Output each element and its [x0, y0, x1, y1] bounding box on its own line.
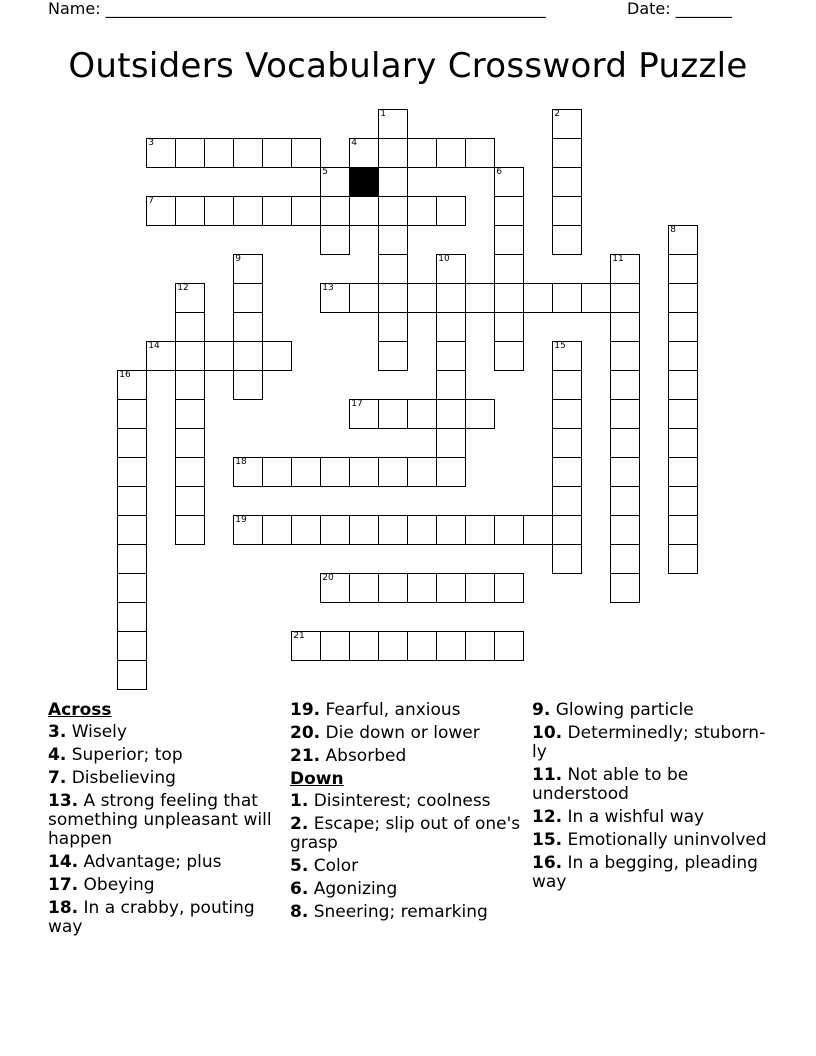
clue-number: 14	[148, 341, 160, 352]
grid-cell[interactable]	[262, 515, 292, 545]
grid-cell[interactable]	[378, 283, 408, 313]
clue-number: 2	[554, 109, 560, 120]
grid-cell[interactable]	[320, 515, 350, 545]
grid-cell[interactable]	[175, 341, 205, 371]
grid-cell[interactable]	[668, 225, 698, 255]
clue-number: 16	[119, 370, 131, 381]
grid-cell[interactable]	[407, 196, 437, 226]
grid-cell[interactable]	[494, 631, 524, 661]
clue-across-4: 4. Superior; top	[48, 745, 183, 765]
grid-cell[interactable]	[668, 515, 698, 545]
clue-number: 6	[496, 167, 502, 178]
grid-cell[interactable]	[668, 254, 698, 284]
clue-column-3	[532, 701, 767, 896]
grid-cell[interactable]	[552, 515, 582, 545]
grid-cell[interactable]	[117, 544, 147, 574]
grid-cell[interactable]	[494, 283, 524, 313]
clue-across-19: 19. Fearful, anxious	[290, 700, 461, 720]
clue-number: 17	[351, 399, 363, 410]
grid-cell[interactable]	[407, 515, 437, 545]
clue-across-14: 14. Advantage; plus	[48, 852, 222, 872]
clue-number: 11	[612, 254, 624, 265]
grid-cell[interactable]	[668, 283, 698, 313]
grid-cell[interactable]	[320, 167, 350, 197]
grid-cell[interactable]	[436, 631, 466, 661]
grid-cell[interactable]	[436, 196, 466, 226]
clue-down-11: 11. Not able to be understood	[532, 765, 689, 804]
clue-across-17: 17. Obeying	[48, 875, 155, 895]
grid-cell[interactable]	[610, 515, 640, 545]
grid-cell[interactable]	[407, 573, 437, 603]
clue-down-6: 6. Agonizing	[290, 879, 398, 899]
clue-across-7: 7. Disbelieving	[48, 768, 176, 788]
grid-cell[interactable]	[494, 167, 524, 197]
grid-cell[interactable]	[668, 486, 698, 516]
grid-cell[interactable]	[668, 312, 698, 342]
grid-cell[interactable]	[349, 399, 379, 429]
clue-across-3: 3. Wisely	[48, 722, 127, 742]
grid-cell[interactable]	[581, 283, 611, 313]
grid-cell[interactable]	[291, 515, 321, 545]
clue-down-9: 9. Glowing particle	[532, 700, 694, 720]
grid-cell[interactable]	[552, 196, 582, 226]
grid-cell[interactable]	[378, 312, 408, 342]
grid-cell[interactable]	[407, 631, 437, 661]
grid-cell[interactable]	[494, 225, 524, 255]
grid-cell[interactable]	[378, 109, 408, 139]
grid-cell[interactable]	[204, 196, 234, 226]
clue-across-13: 13. A strong feeling that something unpleasant will happen	[48, 791, 272, 849]
grid-cell[interactable]	[436, 573, 466, 603]
clue-number: 21	[293, 631, 305, 642]
grid-cell[interactable]	[320, 573, 350, 603]
grid-cell[interactable]	[378, 457, 408, 487]
grid-cell[interactable]	[233, 196, 263, 226]
grid-cell[interactable]	[349, 515, 379, 545]
grid-cell[interactable]	[262, 457, 292, 487]
grid-cell[interactable]	[494, 196, 524, 226]
grid-cell[interactable]	[175, 283, 205, 313]
grid-cell[interactable]	[378, 341, 408, 371]
clue-column-1	[48, 701, 278, 941]
grid-cell[interactable]	[349, 138, 379, 168]
grid-cell[interactable]	[291, 631, 321, 661]
grid-cell[interactable]	[436, 370, 466, 400]
grid-cell[interactable]	[117, 602, 147, 632]
clue-number: 18	[235, 457, 247, 468]
grid-cell[interactable]	[552, 486, 582, 516]
grid-cell[interactable]	[523, 283, 553, 313]
grid-cell[interactable]	[349, 196, 379, 226]
grid-cell[interactable]	[262, 138, 292, 168]
grid-cell[interactable]	[552, 370, 582, 400]
grid-cell[interactable]	[175, 138, 205, 168]
grid-cell[interactable]	[436, 254, 466, 284]
grid-cell[interactable]	[262, 341, 292, 371]
grid-cell[interactable]	[407, 399, 437, 429]
grid-cell[interactable]	[117, 457, 147, 487]
grid-cell[interactable]	[668, 341, 698, 371]
grid-cell[interactable]	[233, 312, 263, 342]
grid-cell[interactable]	[494, 515, 524, 545]
grid-cell[interactable]	[436, 399, 466, 429]
grid-cell[interactable]	[465, 399, 495, 429]
grid-cell[interactable]	[494, 573, 524, 603]
grid-cell[interactable]	[378, 399, 408, 429]
grid-cell[interactable]	[552, 225, 582, 255]
grid-cell[interactable]	[610, 428, 640, 458]
grid-cell[interactable]	[117, 515, 147, 545]
grid-cell[interactable]	[291, 196, 321, 226]
black-square	[349, 167, 379, 197]
grid-cell[interactable]	[436, 457, 466, 487]
grid-cell[interactable]	[320, 457, 350, 487]
grid-cell[interactable]	[668, 457, 698, 487]
clue-down-1: 1. Disinterest; coolness	[290, 791, 491, 811]
grid-cell[interactable]	[349, 631, 379, 661]
grid-cell[interactable]	[436, 428, 466, 458]
clue-down-5: 5. Color	[290, 856, 359, 876]
grid-cell[interactable]	[407, 283, 437, 313]
grid-cell[interactable]	[552, 341, 582, 371]
grid-cell[interactable]	[175, 515, 205, 545]
date-field[interactable]: Date: _______	[627, 0, 732, 18]
clue-column-2	[290, 701, 525, 926]
grid-cell[interactable]	[320, 631, 350, 661]
grid-cell[interactable]	[668, 428, 698, 458]
clue-number: 1	[380, 109, 386, 120]
clue-number: 19	[235, 515, 247, 526]
clue-down-16: 16. In a begging, pleading way	[532, 853, 758, 892]
grid-cell[interactable]	[175, 196, 205, 226]
grid-cell[interactable]	[117, 486, 147, 516]
grid-cell[interactable]	[117, 660, 147, 690]
grid-cell[interactable]	[320, 225, 350, 255]
grid-cell[interactable]	[610, 573, 640, 603]
grid-cell[interactable]	[552, 138, 582, 168]
grid-cell[interactable]	[117, 428, 147, 458]
grid-cell[interactable]	[233, 283, 263, 313]
grid-cell[interactable]	[552, 428, 582, 458]
grid-cell[interactable]	[117, 631, 147, 661]
clue-number: 8	[670, 225, 676, 236]
grid-cell[interactable]	[378, 138, 408, 168]
grid-cell[interactable]	[436, 138, 466, 168]
grid-cell[interactable]	[349, 573, 379, 603]
grid-cell[interactable]	[175, 370, 205, 400]
grid-cell[interactable]	[552, 167, 582, 197]
grid-cell[interactable]	[262, 196, 292, 226]
grid-cell[interactable]	[436, 515, 466, 545]
clue-number: 13	[322, 283, 334, 294]
grid-cell[interactable]	[610, 457, 640, 487]
clue-across-20: 20. Die down or lower	[290, 723, 480, 743]
grid-cell[interactable]	[117, 399, 147, 429]
grid-cell[interactable]	[465, 138, 495, 168]
grid-cell[interactable]	[204, 138, 234, 168]
clue-across-18: 18. In a crabby, pouting way	[48, 898, 255, 937]
clue-number: 20	[322, 573, 334, 584]
grid-cell[interactable]	[378, 515, 408, 545]
grid-cell[interactable]	[175, 399, 205, 429]
grid-cell[interactable]	[610, 283, 640, 313]
grid-cell[interactable]	[320, 196, 350, 226]
grid-cell[interactable]	[175, 428, 205, 458]
grid-cell[interactable]	[175, 457, 205, 487]
grid-cell[interactable]	[291, 457, 321, 487]
grid-cell[interactable]	[146, 341, 176, 371]
grid-cell[interactable]	[378, 631, 408, 661]
grid-cell[interactable]	[610, 544, 640, 574]
clue-number: 7	[148, 196, 154, 207]
grid-cell[interactable]	[378, 254, 408, 284]
grid-cell[interactable]	[552, 283, 582, 313]
grid-cell[interactable]	[436, 283, 466, 313]
grid-cell[interactable]	[552, 109, 582, 139]
grid-cell[interactable]	[610, 486, 640, 516]
grid-cell[interactable]	[465, 631, 495, 661]
grid-cell[interactable]	[233, 341, 263, 371]
grid-cell[interactable]	[465, 573, 495, 603]
clue-across-21: 21. Absorbed	[290, 746, 407, 766]
grid-cell[interactable]	[552, 544, 582, 574]
grid-cell[interactable]	[204, 341, 234, 371]
grid-cell[interactable]	[436, 312, 466, 342]
grid-cell[interactable]	[175, 486, 205, 516]
across-heading: Across	[48, 700, 112, 720]
clue-down-8: 8. Sneering; remarking	[290, 902, 488, 922]
grid-cell[interactable]	[233, 515, 263, 545]
grid-cell[interactable]	[610, 312, 640, 342]
clue-number: 9	[235, 254, 241, 265]
grid-cell[interactable]	[465, 515, 495, 545]
clue-down-15: 15. Emotionally uninvolved	[532, 830, 767, 850]
grid-cell[interactable]	[117, 370, 147, 400]
grid-cell[interactable]	[233, 254, 263, 284]
grid-cell[interactable]	[233, 370, 263, 400]
grid-cell[interactable]	[407, 138, 437, 168]
grid-cell[interactable]	[146, 196, 176, 226]
grid-cell[interactable]	[378, 573, 408, 603]
grid-cell[interactable]	[668, 370, 698, 400]
grid-cell[interactable]	[494, 254, 524, 284]
grid-cell[interactable]	[465, 283, 495, 313]
grid-cell[interactable]	[552, 457, 582, 487]
grid-cell[interactable]	[494, 312, 524, 342]
grid-cell[interactable]	[146, 138, 176, 168]
grid-cell[interactable]	[349, 283, 379, 313]
grid-cell[interactable]	[610, 370, 640, 400]
name-field[interactable]: Name: _______________________________________________________	[48, 0, 546, 18]
clue-number: 12	[177, 283, 189, 294]
grid-cell[interactable]	[436, 341, 466, 371]
grid-cell[interactable]	[610, 399, 640, 429]
grid-cell[interactable]	[378, 225, 408, 255]
clue-down-12: 12. In a wishful way	[532, 807, 705, 827]
clue-number: 10	[438, 254, 450, 265]
clue-number: 15	[554, 341, 566, 352]
grid-cell[interactable]	[117, 573, 147, 603]
grid-cell[interactable]	[610, 254, 640, 284]
grid-cell[interactable]	[233, 457, 263, 487]
grid-cell[interactable]	[291, 138, 321, 168]
grid-cell[interactable]	[523, 515, 553, 545]
grid-cell[interactable]	[378, 167, 408, 197]
down-heading: Down	[290, 769, 344, 789]
grid-cell[interactable]	[552, 399, 582, 429]
grid-cell[interactable]	[668, 544, 698, 574]
clue-number: 5	[322, 167, 328, 178]
clue-down-2: 2. Escape; slip out of one's grasp	[290, 814, 521, 853]
grid-cell[interactable]	[610, 341, 640, 371]
clue-number: 3	[148, 138, 154, 149]
grid-cell[interactable]	[175, 312, 205, 342]
grid-cell[interactable]	[407, 457, 437, 487]
grid-cell[interactable]	[668, 399, 698, 429]
grid-cell[interactable]	[320, 283, 350, 313]
grid-cell[interactable]	[494, 341, 524, 371]
clue-number: 4	[351, 138, 357, 149]
grid-cell[interactable]	[233, 138, 263, 168]
grid-cell[interactable]	[349, 457, 379, 487]
page-title: Outsiders Vocabulary Crossword Puzzle	[68, 46, 748, 86]
clue-down-10: 10. Determinedly; stubornly	[532, 723, 766, 762]
grid-cell[interactable]	[378, 196, 408, 226]
